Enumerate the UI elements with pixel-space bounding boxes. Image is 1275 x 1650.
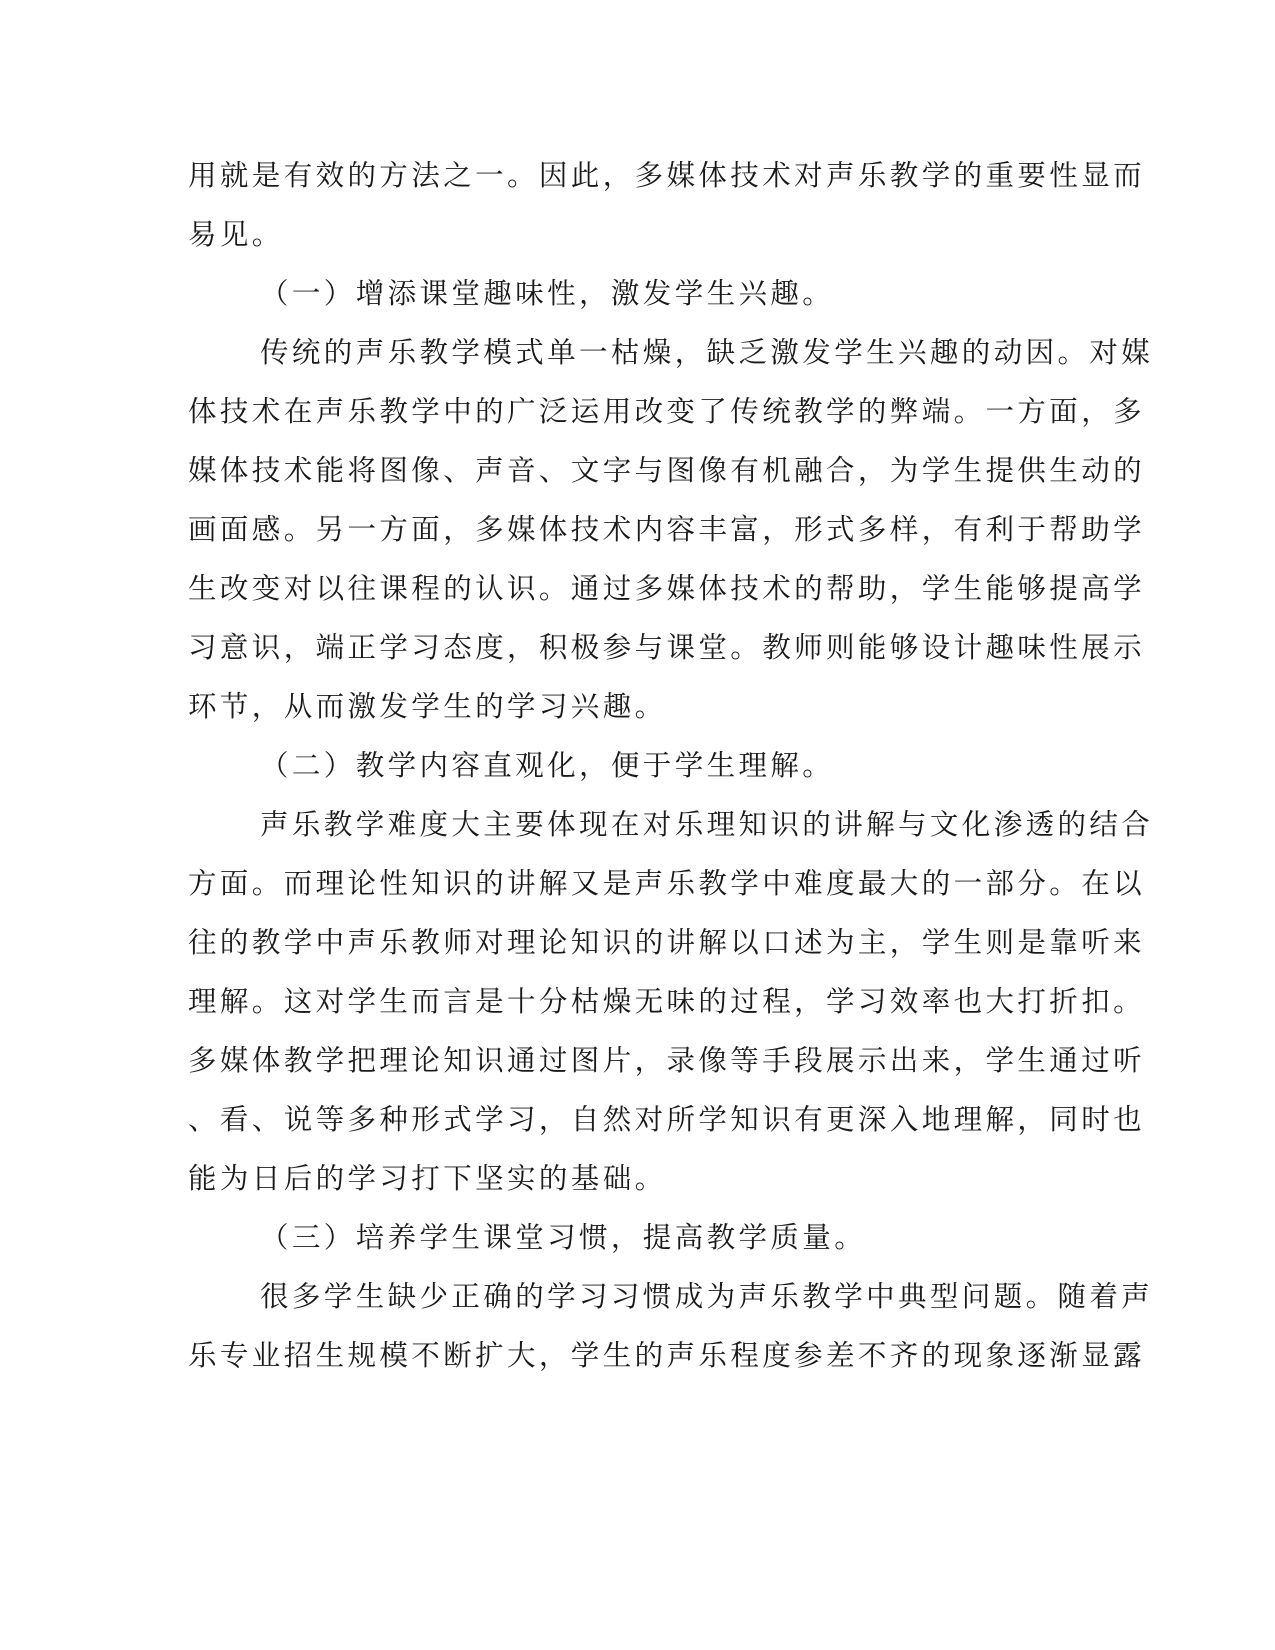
paragraph-line: 很多学生缺少正确的学习习惯成为声乐教学中典型问题。随着声 — [260, 1280, 1154, 1313]
paragraph-line: 理解。这对学生而言是十分枯燥无味的过程，学习效率也大打折扣。 — [188, 985, 1146, 1018]
paragraph-line: 媒体技术能将图像、声音、文字与图像有机融合，为学生提供生动的 — [188, 454, 1146, 487]
paragraph-line: 生改变对以往课程的认识。通过多媒体技术的帮助，学生能够提高学 — [188, 572, 1146, 605]
paragraph-line: 易见。 — [188, 218, 284, 251]
paragraph-line: 乐专业招生规模不断扩大，学生的声乐程度参差不齐的现象逐渐显露 — [188, 1339, 1146, 1372]
section-heading-3: （三）培养学生课堂习惯，提高教学质量。 — [260, 1221, 867, 1254]
paragraph-line: 声乐教学难度大主要体现在对乐理知识的讲解与文化渗透的结合 — [260, 808, 1154, 841]
paragraph-line: 环节，从而激发学生的学习兴趣。 — [188, 690, 667, 723]
paragraph-line: 能为日后的学习打下坚实的基础。 — [188, 1162, 667, 1195]
paragraph-line: 体技术在声乐教学中的广泛运用改变了传统教学的弊端。一方面，多 — [188, 395, 1146, 428]
paragraph-line: 多媒体教学把理论知识通过图片，录像等手段展示出来，学生通过听 — [188, 1044, 1146, 1077]
paragraph-line: 方面。而理论性知识的讲解又是声乐教学中难度最大的一部分。在以 — [188, 867, 1146, 900]
section-heading-1: （一）增添课堂趣味性，激发学生兴趣。 — [260, 277, 835, 310]
section-heading-2: （二）教学内容直观化，便于学生理解。 — [260, 749, 835, 782]
paragraph-line: 习意识，端正学习态度，积极参与课堂。教师则能够设计趣味性展示 — [188, 631, 1146, 664]
paragraph-line: 用就是有效的方法之一。因此，多媒体技术对声乐教学的重要性显而 — [188, 159, 1146, 192]
paragraph-line: 往的教学中声乐教师对理论知识的讲解以口述为主，学生则是靠听来 — [188, 926, 1146, 959]
paragraph-line: 、看、说等多种形式学习，自然对所学知识有更深入地理解，同时也 — [188, 1103, 1146, 1136]
paragraph-line: 画面感。另一方面，多媒体技术内容丰富，形式多样，有利于帮助学 — [188, 513, 1146, 546]
paragraph-line: 传统的声乐教学模式单一枯燥，缺乏激发学生兴趣的动因。对媒 — [260, 336, 1154, 369]
